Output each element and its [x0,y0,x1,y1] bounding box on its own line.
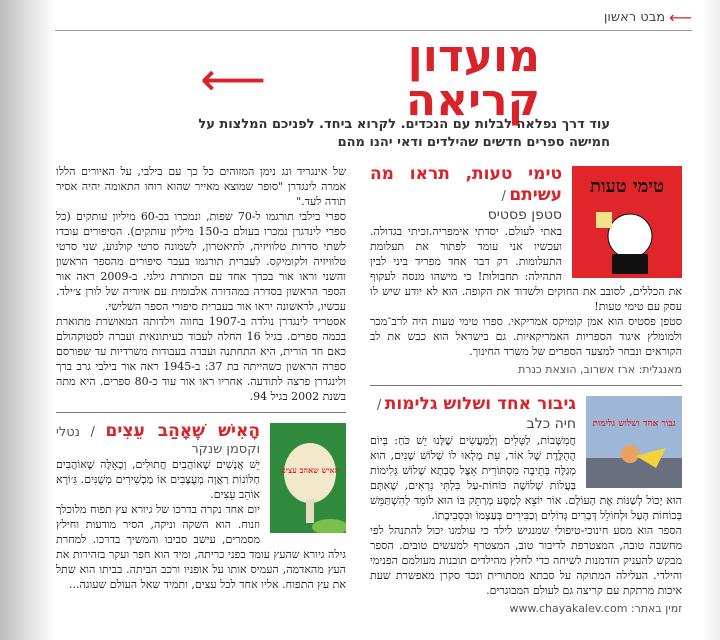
page-edge-right [702,0,720,640]
arrow-left-icon: ⟵ [669,8,692,27]
title-text: מועדון קריאה [405,31,540,126]
book-author: נטלי וקסמן שנקר [56,425,260,457]
section-header [604,8,692,27]
article-paragraph: של אינגריד ונג נימן המזוהים כל כך עם בילבי, על האיורים הללו אמרה לינגדרן "סופר שמוצא מאייר שהוא רוחו התאומה יהיה אסיר תודה לעד." [56,165,346,208]
book-review-1: טימי טעות טימי טעות, תראו מה עשיתם / סטפן פסטיס באתי לעולם. יסדתי אימפריה.זכיתי בגדולה. ועכשיו אני עומד לפתור את תעלומת התעלומות. רק דבר אחד מפריד ביני לבין התהילה: תחבולות! כי מישהו מנסה לעקוף את הכללים, לסובב את החוקים ולשדוד את הקופה. הוא לא יודע שיש לו עסק עם טימי טעות! סטפן פסטיס הוא אמן קומיקס אמריקאי. ספרו טימי טעות היה לרב־מכר ולמומלץ איגוד הספריות האמריקאיות. גם בישראל הוא כבש את לב הקוראים ונבחר למצעד הספרים של משרד החינוך. מאנגלית: ארז אשרוב, הוצאת כנרת [370,164,682,376]
divider [56,412,346,413]
book-paragraph: יום אחד נקרה בדרכו של גיורא עץ תפוח מלוכלך וזנוח. הוא השקה וניקה, הסיר מודעות וחילץ מסמרים, עישב סביבו והמשיך בדרכו. למחרת גילה גיורא שהעץ עומד בפני כריתה, ומיד הוא חפר ועקר בזהירות את העץ מהאדמה, העמיס אותו על אופניו ורכב הביתה. בביתו הוא שתל את עץ התפוח. אליו אחד לכל עצים, ותמיד שאל העולם שעוגה... [56,503,346,591]
book-credit: מאנגלית: ארז אשרוב, הוצאת כנרת [518,363,682,376]
book-paragraph: יֵשׁ אֲנָשִׁים שֶׁאוֹהֲבִים חֲתוּלִים, וְכָאֵלֶּה שֶׁאוֹהֲבִים חַלּוֹנוֹת רַאֲוָה מְעֻצָּבִים אוֹ מַכְשִׁירִים מְשֻׁנִּים. גִּ׳וֹרָא אוֹהֵב עֵצִים. [56,458,260,501]
book-author: סטפן פסטיס [487,207,562,223]
book-title: טימי טעות, תראו מה עשיתם [370,164,562,205]
page-title [200,31,540,126]
left-column [56,164,346,592]
book-paragraph: חֲמִשָּׁבוֹת, לַטְּלִים וְלַמַּעֲשִׂים שֶׁלָּנוּ יֵשׁ כֹּחַ: בְּיוֹם הֻהֻלֶּדֶת שֶׁל אוֹר, עֵת מָלְאוּ לוֹ שָׁלוֹשׁ שָׁנִים, הוּא מְגַלֶּה בְּתֵיבָה מִסְתּוֹרִית אֵצֶל סָבְתָא שָׁלוֹשׁ גְּלִימוֹת בַּעֲלוֹת שְׁלוֹשָׁה כּוֹחוֹת-עַל בִּלְתִּי נִרְאִים, שֶׁאִתָּם הוּא יָכוֹל לְשַׁנּוֹת אֶת הָעוֹלָם. אוֹר יוֹצֵא לְמַסָּע מְרַתֵּק בּוֹ הוּא לוֹמֵד לְהִשְׁתַּמֵּשׁ בְּכוֹחוֹת הָעַל וּלְחוֹלֵל דְּבָרִים גְּדוֹלִים וְכַבִּירִים בְּעַצְמוֹ וּבִסְבִיבָתוֹ. [370,434,682,522]
section-label: מבט ראשון [603,10,666,25]
book-title: גיבור אחד ושלוש גלימות [384,394,576,414]
book-paragraph: הספר הוא מסע חינוכי-טיפולי שמנגיש לילד כי עולמנו יכול להתנהל לפי מחשבה טובה, המצטרפת לדיבור טוב, המצטרף למעשים טובים. הספר מבקש להעניק הזדמנות לשיחה כדי לחלץ מהילדים תובנות מעולמם הפנימי והילדי. העלילה המתוקה על סבתא מסתורית ונכד סקרן מאפשרת שעת איכות מרתקת עם קריצה גם לעולם המבוגרים. [370,524,682,597]
book-cover-timmy [572,166,682,278]
cover-title: טימי טעות [590,176,664,197]
book-cover-hero [586,396,682,488]
book-title: הָאִישׁ שֶׁאָהַב עֵצִים [105,421,261,441]
book-review-2: גבור אחד ושלוש גלימות גיבור אחד ושלוש גלימות / חיה כלב חֲמִשָּׁבוֹת, לַטְּלִים וְלַמַּעֲשִׂים שֶׁלָּנוּ יֵשׁ כֹּחַ: בְּיוֹם הֻהֻלֶּדֶת שֶׁל אוֹר, עֵת מָלְאוּ לוֹ שָׁלוֹשׁ שָׁנִים, הוּא מְגַלֶּה בְּתֵיבָה מִסְתּוֹרִית אֵצֶל סָבְתָא שָׁלוֹשׁ גְּלִימוֹת בַּעֲלוֹת שְׁלוֹשָׁה כּוֹחוֹת-עַל בִּלְתִּי נִרְאִים, שֶׁאִתָּם הוּא יָכוֹל לְשַׁנּוֹת אֶת הָעוֹלָם. אוֹר יוֹצֵא לְמַסָּע מְרַתֵּק בּוֹ הוּא לוֹמֵד לְהִשְׁתַּמֵּשׁ בְּכוֹחוֹת הָעַל וּלְחוֹלֵל דְּבָרִים גְּדוֹלִים וְכַבִּירִים בְּעַצְמוֹ וּבִסְבִיבָתוֹ. הספר הוא מסע חינוכי-טיפולי שמנגיש לילד כי עולמנו יכול להתנהל לפי מחשבה טובה, המצטרפת לדיבור טוב, המצטרף למעשים טובים. הספר מבקש להעניק הזדמנות לשיחה כדי לחלץ מהילדים תובנות מעולמם הפנימי והילדי. העלילה המתוקה על סבתא מסתורית ונכד סקרן מאפשרת שעת איכות מרתקת עם קריצה גם לעולם המבוגרים. זמין באתר: www.chayakalev.com [370,394,682,615]
cover-title: גבור אחד ושלוש גלימות [592,419,676,429]
header-divider [55,30,692,31]
divider [370,385,682,386]
article-paragraph: אסטריד לינגדרן נולדה ב-1907 בחווה וילדותה המאושרת מתוארת בכמה ספרים. בגיל 16 החלה לעבוד כעיתונאית ועברה לסטוקהולם כאם חד הורית, היא התחתנה ועבדה בעבודות משרדיות עד שפורסם ספרה הראשון כשהייתה בת 37: ב-1945 ראה אור בילבי גרב ברך ולינגדרן פרצה לתודעה. אחריו ראו אור עוד כ-80 ספרים. היא מתה בשנת 2002 בגיל 94. [56,315,347,403]
book-paragraph: סטפן פסטיס הוא אמן קומיקס אמריקאי. ספרו טימי טעות היה לרב־מכר ולמומלץ איגוד הספריות האמריקאיות. גם בישראל הוא כבש את לב הקוראים ונבחר למצעד הספרים של משרד החינוך. [370,315,682,358]
article-paragraph: ספרי בילבי תורגמו ל-70 שפות, ונמכרו בכ-60 מיליון עותקים (כל ספרי לינדגרן נמכרו בעולם ב-150 מיליון עותקים). הסיפורים עובדו לשתי סדרות טלוויזיה, לתיאטרון, לשמונה סרטי קולנוע, שני סרטי טלוויזיה ולקומיקס. לעברית תורגמו בעבר סיפורים מהספר הראשון והשני וראו אור בכרך אחד עם הכותרת גילגי. ב-2009 ראה אור הספר הראשון בסדרה במהדורה אלבומית עם איוריה של לורן צ׳ילד. עכשיו, לראשונה יראו אור בעברית סיפורי הספר השלישי. [56,210,347,313]
book-paragraph: באתי לעולם. יסדתי אימפריה.זכיתי בגדולה. ועכשיו אני עומד לפתור את תעלומת התעלומות. רק דבר אחד מפריד ביני לבין התהילה: תחבולות! כי מישהו מנסה לעקוף את הכללים, לסובב את החוקים ולשדוד את הקופה. הוא לא יודע שיש לו עסק עם טימי טעות! [370,225,682,313]
cover-title: האיש שאהב עצים [280,465,340,475]
lindgren-article [56,164,346,404]
book-review-3: האיש שאהב עצים הָאִישׁ שֶׁאָהַב עֵצִים / נטלי וקסמן שנקר יֵשׁ אֲנָשִׁים שֶׁאוֹהֲבִים חֲתוּלִים, וְכָאֵלֶּה שֶׁאוֹהֲבִים חַלּוֹנוֹת רַאֲוָה מְעֻצָּבִים אוֹ מַכְשִׁירִים מְשֻׁנִּים. גִּ׳וֹרָא אוֹהֵב עֵצִים. יום אחד נקרה בדרכו של גיורא עץ תפוח מלוכלך וזנוח. הוא השקה וניקה, הסיר מודעות וחילץ מסמרים, עישב סביבו והמשיך בדרכו. למחרת גילה גיורא שהעץ עומד בפני כריתה, ומיד הוא חפר ועקר בזהירות את העץ מהאדמה, העמיס אותו על אופניו ורכב הביתה. בביתו הוא שתל את עץ התפוח. אליו אחד לכל עצים, ותמיד שאל העולם שעוגה... [56,421,346,591]
right-column [370,164,682,616]
book-author: חיה כלב [526,416,576,432]
book-credit: זמין באתר: www.chayakalev.com [509,602,682,615]
book-cover-trees [270,423,346,533]
page-edge-shadow [0,0,55,640]
arrow-left-icon: ⟵ [200,52,266,106]
subtitle: עוד דרך נפלאה לבלות עם הנכדים. לקרוא ביחד. לפניכם המלצות על חמישה ספרים חדשים שהילדים ודאי יהנו מהם [198,117,610,150]
